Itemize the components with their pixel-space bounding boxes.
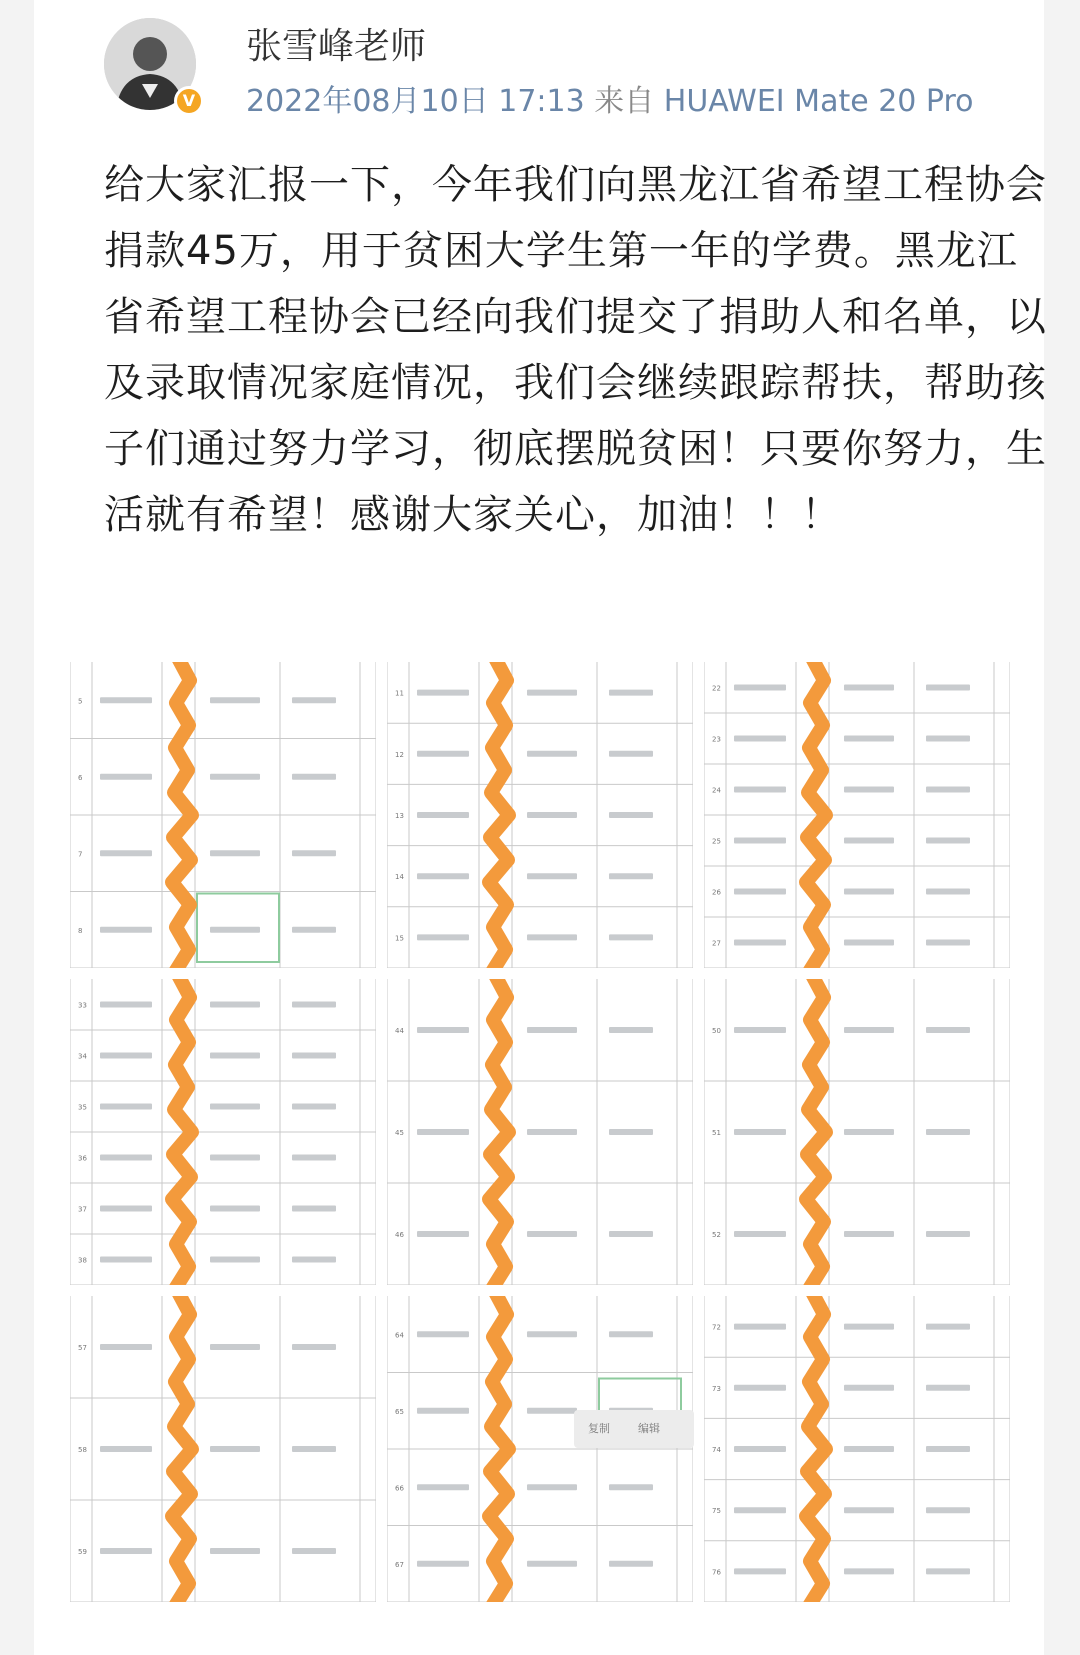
- cell-text-blur: [844, 685, 894, 691]
- cell-text-blur: [734, 889, 786, 895]
- cell-text-blur: [609, 1129, 653, 1135]
- cell-text-blur: [210, 1548, 260, 1554]
- cell-text-blur: [100, 1548, 152, 1554]
- cell-text-blur: [417, 1408, 469, 1414]
- cell-text-blur: [734, 1231, 786, 1237]
- cell-text-blur: [417, 751, 469, 757]
- cell-text-blur: [292, 1104, 336, 1110]
- post-timestamp: 2022年08月10日 17:13: [246, 84, 585, 119]
- cell-text-blur: [926, 685, 970, 691]
- cell-text-blur: [527, 1484, 577, 1490]
- cell-text-blur: [527, 1331, 577, 1337]
- cell-text-blur: [844, 1446, 894, 1452]
- row-number: 5: [78, 697, 83, 706]
- redaction-stroke: [489, 979, 509, 1285]
- cell-text-blur: [292, 850, 336, 856]
- cell-text-blur: [417, 934, 469, 940]
- cell-text-blur: [417, 873, 469, 879]
- verified-badge-icon: V: [174, 86, 204, 116]
- cell-text-blur: [292, 1257, 336, 1263]
- cell-text-blur: [210, 697, 260, 703]
- cell-text-blur: [100, 1446, 152, 1452]
- cell-text-blur: [292, 1206, 336, 1212]
- spreadsheet-image-1[interactable]: [70, 662, 376, 968]
- cell-text-blur: [609, 1027, 653, 1033]
- spreadsheet-table: [387, 662, 693, 968]
- cell-text-blur: [844, 1231, 894, 1237]
- cell-text-blur: [926, 736, 970, 742]
- cell-text-blur: [844, 1129, 894, 1135]
- row-number: 73: [712, 1384, 721, 1393]
- row-number: 50: [712, 1027, 721, 1035]
- cell-text-blur: [210, 1446, 260, 1452]
- cell-text-blur: [527, 1231, 577, 1237]
- author-name[interactable]: 张雪峰老师: [246, 26, 427, 67]
- cell-text-blur: [609, 751, 653, 757]
- context-menu: [574, 1410, 694, 1448]
- cell-text-blur: [100, 697, 152, 703]
- cell-text-blur: [527, 1027, 577, 1033]
- cell-text-blur: [292, 1155, 336, 1161]
- row-number: 64: [395, 1331, 404, 1340]
- cell-text-blur: [527, 751, 577, 757]
- spreadsheet-table: [704, 979, 1010, 1285]
- spreadsheet-image-8[interactable]: [387, 1296, 693, 1602]
- spreadsheet-image-6[interactable]: [704, 979, 1010, 1285]
- row-number: 72: [712, 1323, 721, 1332]
- cell-text-blur: [734, 1324, 786, 1330]
- cell-text-blur: [100, 1344, 152, 1350]
- cell-text-blur: [734, 940, 786, 946]
- row-number: 36: [78, 1154, 87, 1163]
- cell-text-blur: [292, 1344, 336, 1350]
- cell-text-blur: [609, 934, 653, 940]
- row-number: 12: [395, 750, 404, 759]
- context-menu-copy[interactable]: 复制: [588, 1422, 610, 1435]
- row-number: 23: [712, 735, 721, 744]
- row-number: 27: [712, 939, 721, 948]
- spreadsheet-image-4[interactable]: [70, 979, 376, 1285]
- post-meta: [246, 76, 974, 120]
- row-number: 25: [712, 837, 721, 846]
- redaction-stroke: [806, 1296, 826, 1602]
- cell-text-blur: [527, 1408, 577, 1414]
- cell-text-blur: [210, 1206, 260, 1212]
- cell-text-blur: [734, 787, 786, 793]
- row-number: 67: [395, 1560, 404, 1569]
- cell-text-blur: [734, 1507, 786, 1513]
- cell-text-blur: [417, 1129, 469, 1135]
- cell-text-blur: [734, 685, 786, 691]
- row-number: 66: [395, 1484, 404, 1493]
- cell-text-blur: [210, 1155, 260, 1161]
- cell-text-blur: [100, 1257, 152, 1263]
- cell-text-blur: [734, 1446, 786, 1452]
- cell-text-blur: [844, 1324, 894, 1330]
- cell-text-blur: [734, 1129, 786, 1135]
- cell-text-blur: [527, 873, 577, 879]
- cell-text-blur: [926, 1568, 970, 1574]
- row-number: 38: [78, 1256, 87, 1265]
- cell-text-blur: [844, 1385, 894, 1391]
- cell-text-blur: [734, 736, 786, 742]
- cell-text-blur: [100, 1206, 152, 1212]
- spreadsheet-table: [70, 979, 376, 1285]
- cell-text-blur: [844, 787, 894, 793]
- row-number: 11: [395, 689, 404, 698]
- spreadsheet-image-3[interactable]: [704, 662, 1010, 968]
- cell-text-blur: [292, 1002, 336, 1008]
- row-number: 46: [395, 1231, 404, 1239]
- cell-text-blur: [100, 1155, 152, 1161]
- cell-text-blur: [926, 1385, 970, 1391]
- device-label[interactable]: HUAWEI Mate 20 Pro: [663, 84, 974, 119]
- row-number: 34: [78, 1052, 87, 1061]
- cell-text-blur: [609, 1561, 653, 1567]
- cell-text-blur: [926, 1129, 970, 1135]
- row-number: 37: [78, 1205, 87, 1214]
- cell-text-blur: [292, 774, 336, 780]
- cell-text-blur: [292, 1548, 336, 1554]
- spreadsheet-table: [387, 1296, 693, 1602]
- row-number: 59: [78, 1548, 87, 1556]
- spreadsheet-image-2[interactable]: [387, 662, 693, 968]
- spreadsheet-image-7[interactable]: [70, 1296, 376, 1602]
- row-number: 8: [78, 926, 83, 935]
- cell-text-blur: [926, 1507, 970, 1513]
- cell-text-blur: [926, 1446, 970, 1452]
- cell-text-blur: [417, 812, 469, 818]
- cell-text-blur: [417, 690, 469, 696]
- spreadsheet-table: [704, 662, 1010, 968]
- redaction-stroke: [172, 1296, 192, 1602]
- cell-text-blur: [844, 1027, 894, 1033]
- row-number: 75: [712, 1507, 721, 1516]
- cell-text-blur: [417, 1331, 469, 1337]
- row-number: 74: [712, 1446, 721, 1454]
- cell-text-blur: [734, 1385, 786, 1391]
- cell-text-blur: [210, 927, 260, 933]
- cell-text-blur: [210, 1053, 260, 1059]
- context-menu-edit[interactable]: 编辑: [638, 1422, 660, 1435]
- cell-text-blur: [210, 850, 260, 856]
- cell-text-blur: [210, 774, 260, 780]
- cell-text-blur: [527, 690, 577, 696]
- cell-text-blur: [417, 1561, 469, 1567]
- cell-text-blur: [734, 1568, 786, 1574]
- cell-text-blur: [417, 1231, 469, 1237]
- redaction-stroke: [489, 662, 509, 968]
- cell-text-blur: [210, 1002, 260, 1008]
- spreadsheet-table: [70, 1296, 376, 1602]
- image-grid: [70, 662, 1010, 1602]
- row-number: 24: [712, 786, 721, 795]
- cell-text-blur: [100, 1002, 152, 1008]
- post-text: 给大家汇报一下，今年我们向黑龙江省希望工程协会捐款45万，用于贫困大学生第一年的学费。黑龙江省希望工程协会已经向我们提交了捐助人和名单，以及录取情况家庭情况，我们会继续跟踪帮扶，帮助孩子们通过努力学习，彻底摆脱贫困！只要你努力，生活就有希望！感谢大家关心，加油！！！: [104, 162, 1047, 538]
- cell-text-blur: [609, 1331, 653, 1337]
- row-number: 15: [395, 934, 404, 943]
- spreadsheet-table: [70, 662, 376, 968]
- cell-text-blur: [210, 1344, 260, 1350]
- cell-text-blur: [734, 838, 786, 844]
- row-number: 14: [395, 873, 404, 882]
- spreadsheet-table: [387, 979, 693, 1285]
- cell-text-blur: [844, 1568, 894, 1574]
- cell-text-blur: [609, 873, 653, 879]
- row-number: 35: [78, 1103, 87, 1112]
- row-number: 58: [78, 1446, 87, 1454]
- cell-text-blur: [417, 1027, 469, 1033]
- row-number: 51: [712, 1129, 721, 1137]
- cell-text-blur: [926, 889, 970, 895]
- cell-text-blur: [527, 1561, 577, 1567]
- cell-text-blur: [609, 812, 653, 818]
- cell-text-blur: [210, 1104, 260, 1110]
- cell-text-blur: [292, 927, 336, 933]
- row-number: 22: [712, 684, 721, 693]
- cell-text-blur: [417, 1484, 469, 1490]
- row-number: 13: [395, 812, 404, 820]
- spreadsheet-image-9[interactable]: [704, 1296, 1010, 1602]
- cell-text-blur: [844, 1507, 894, 1513]
- cell-text-blur: [527, 812, 577, 818]
- cell-text-blur: [292, 1053, 336, 1059]
- cell-text-blur: [926, 1324, 970, 1330]
- cell-text-blur: [844, 838, 894, 844]
- cell-text-blur: [100, 850, 152, 856]
- row-number: 44: [395, 1027, 404, 1035]
- row-number: 7: [78, 850, 83, 859]
- spreadsheet-table: [704, 1296, 1010, 1602]
- cell-text-blur: [844, 940, 894, 946]
- row-number: 65: [395, 1407, 404, 1416]
- cell-text-blur: [926, 1027, 970, 1033]
- cell-text-blur: [734, 1027, 786, 1033]
- cell-text-blur: [527, 934, 577, 940]
- row-number: 52: [712, 1231, 721, 1239]
- redaction-stroke: [806, 979, 826, 1285]
- cell-text-blur: [609, 1231, 653, 1237]
- cell-text-blur: [100, 774, 152, 780]
- cell-text-blur: [292, 697, 336, 703]
- cell-text-blur: [844, 889, 894, 895]
- source-label: 来自: [594, 84, 655, 119]
- cell-text-blur: [527, 1129, 577, 1135]
- row-number: 33: [78, 1001, 87, 1010]
- cell-text-blur: [210, 1257, 260, 1263]
- spreadsheet-image-5[interactable]: [387, 979, 693, 1285]
- row-number: 6: [78, 773, 83, 782]
- cell-text-blur: [609, 690, 653, 696]
- cell-text-blur: [926, 838, 970, 844]
- cell-text-blur: [926, 1231, 970, 1237]
- cell-text-blur: [926, 940, 970, 946]
- cell-text-blur: [100, 1053, 152, 1059]
- cell-text-blur: [100, 927, 152, 933]
- cell-text-blur: [609, 1484, 653, 1490]
- cell-text-blur: [926, 787, 970, 793]
- row-number: 26: [712, 888, 721, 897]
- cell-text-blur: [100, 1104, 152, 1110]
- cell-text-blur: [844, 736, 894, 742]
- row-number: 45: [395, 1129, 404, 1137]
- row-number: 76: [712, 1568, 721, 1577]
- row-number: 57: [78, 1344, 87, 1352]
- cell-text-blur: [292, 1446, 336, 1452]
